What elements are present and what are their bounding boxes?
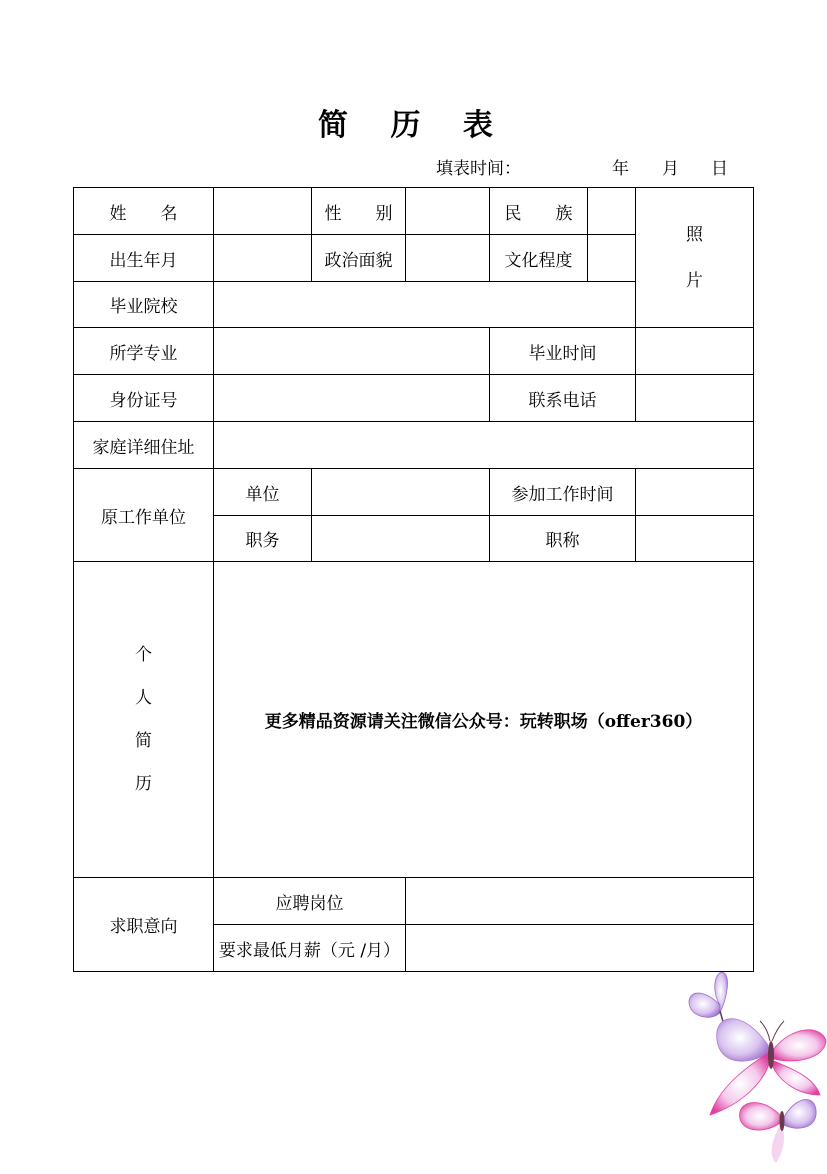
photo-label-bottom: 片 — [686, 270, 703, 291]
resume-promo-text: 更多精品资源请关注微信公众号：玩转职场（offer360） — [264, 712, 703, 732]
label-gender: 性 别 — [312, 188, 406, 235]
field-gender[interactable] — [406, 188, 490, 235]
fill-date-month: 月 — [662, 159, 679, 179]
small-butterfly-icon — [689, 972, 727, 1025]
bottom-butterfly-icon — [740, 1100, 817, 1164]
label-position: 职务 — [214, 516, 312, 562]
field-personal-resume[interactable] — [214, 562, 754, 878]
label-birth: 出生年月 — [74, 235, 214, 282]
photo-label-top: 照 — [686, 224, 703, 245]
label-title-rank: 职称 — [490, 516, 636, 562]
label-ethnicity: 民 族 — [490, 188, 588, 235]
field-phone[interactable] — [636, 375, 754, 422]
fill-date-year: 年 — [612, 159, 629, 179]
field-applied-post[interactable] — [406, 878, 754, 925]
label-work-start: 参加工作时间 — [490, 469, 636, 516]
label-school: 毕业院校 — [74, 282, 214, 328]
field-birth[interactable] — [214, 235, 312, 282]
label-min-salary: 要求最低月薪（元 /月） — [214, 925, 406, 972]
label-applied-post: 应聘岗位 — [214, 878, 406, 925]
field-school[interactable] — [214, 282, 636, 328]
field-address[interactable] — [214, 422, 754, 469]
resume-table — [73, 187, 754, 972]
label-job-intent: 求职意向 — [74, 878, 214, 972]
resume-char-2: 人 — [135, 687, 152, 708]
label-id-number: 身份证号 — [74, 375, 214, 422]
label-grad-time: 毕业时间 — [490, 328, 636, 375]
label-personal-resume — [74, 562, 214, 878]
field-major[interactable] — [214, 328, 490, 375]
resume-char-4: 历 — [135, 773, 152, 794]
field-grad-time[interactable] — [636, 328, 754, 375]
field-education[interactable] — [588, 235, 636, 282]
field-politics[interactable] — [406, 235, 490, 282]
butterfly-icon — [680, 965, 827, 1170]
label-address: 家庭详细住址 — [74, 422, 214, 469]
label-major: 所学专业 — [74, 328, 214, 375]
page-title: 简 历 表 — [318, 108, 509, 143]
label-education: 文化程度 — [490, 235, 588, 282]
field-id-number[interactable] — [214, 375, 490, 422]
fill-date-day: 日 — [711, 159, 728, 179]
fill-date-label: 填表时间： — [436, 159, 521, 179]
field-unit[interactable] — [312, 469, 490, 516]
label-unit: 单位 — [214, 469, 312, 516]
resume-char-1: 个 — [135, 644, 152, 665]
resume-char-3: 简 — [135, 730, 152, 751]
label-phone: 联系电话 — [490, 375, 636, 422]
field-work-start[interactable] — [636, 469, 754, 516]
photo-box[interactable] — [636, 188, 754, 328]
label-prev-employer: 原工作单位 — [74, 469, 214, 562]
label-name: 姓 名 — [74, 188, 214, 235]
field-position[interactable] — [312, 516, 490, 562]
field-name[interactable] — [214, 188, 312, 235]
label-politics: 政治面貌 — [312, 235, 406, 282]
field-title-rank[interactable] — [636, 516, 754, 562]
field-ethnicity[interactable] — [588, 188, 636, 235]
